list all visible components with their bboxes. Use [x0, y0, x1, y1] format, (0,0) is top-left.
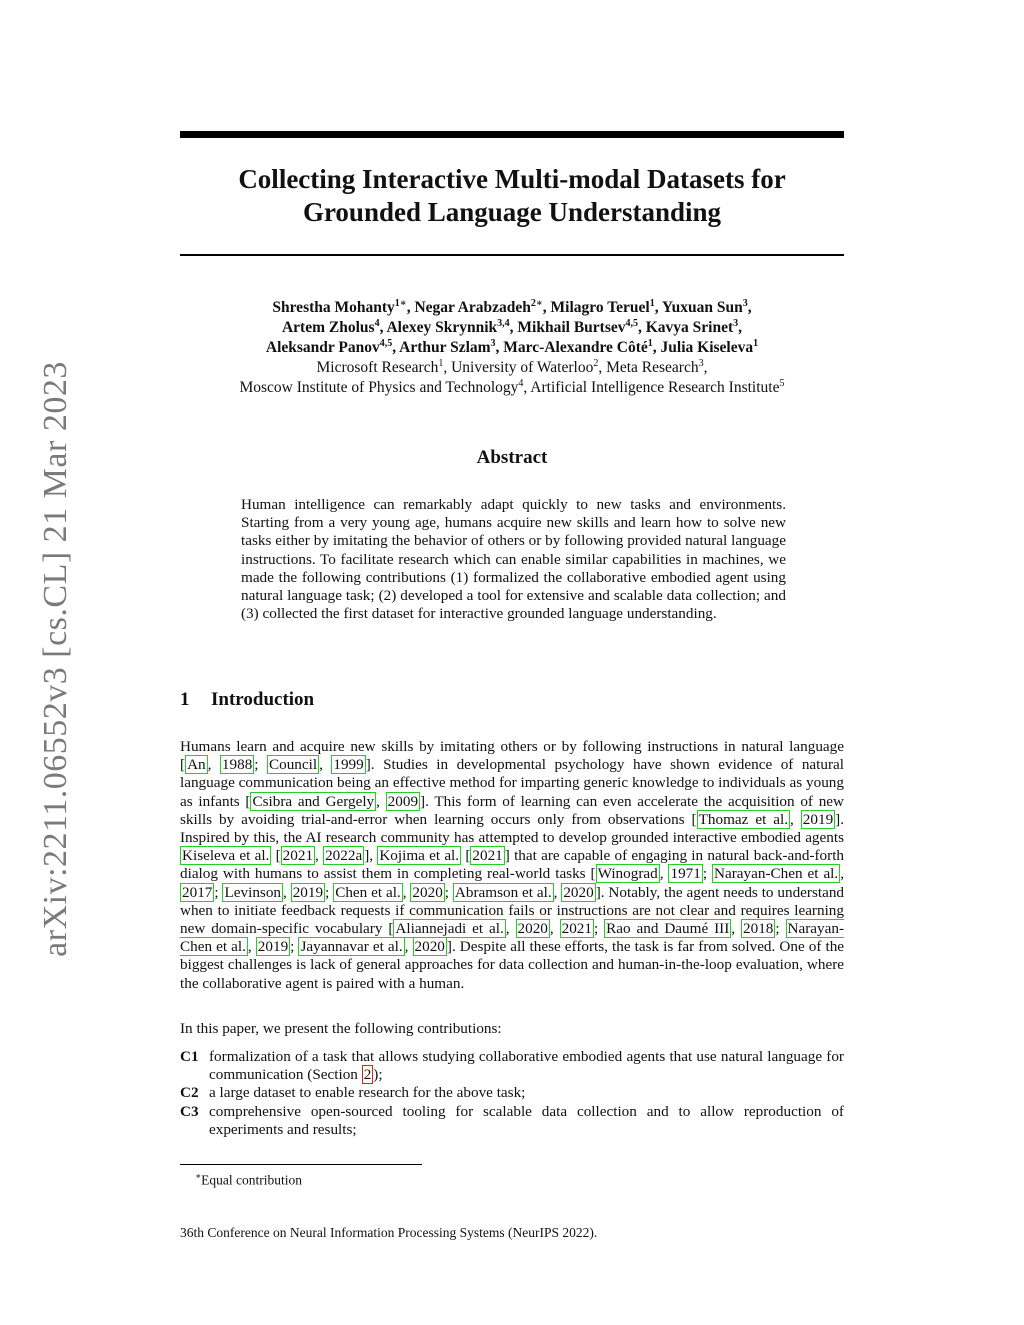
author-name: Negar Arabzadeh — [414, 299, 531, 316]
citation-link[interactable]: Narayan-Chen et al. — [180, 920, 845, 956]
author-block — [180, 298, 844, 398]
author-affil: 2∗ — [530, 297, 543, 309]
citation-link[interactable]: 2017 — [182, 883, 213, 901]
citation-link[interactable]: 2020 — [563, 883, 594, 901]
abstract-heading: Abstract — [476, 447, 548, 468]
venue-footer: 36th Conference on Neural Information Processing Systems (NeurIPS 2022). — [180, 1225, 598, 1240]
citation-link[interactable]: Jayannavar et al. — [300, 938, 403, 956]
text-run: ]. Inspired by this, the AI research community has attempted to develop grounded interactive embodied agents — [180, 810, 845, 847]
citation-link[interactable]: 2021 — [282, 847, 314, 865]
citation-link[interactable]: 2020 — [412, 883, 443, 901]
text-run: ; — [290, 938, 299, 956]
citation-link[interactable]: Winograd — [597, 865, 658, 883]
citation-link[interactable]: 2022a — [325, 847, 363, 865]
section-number: 1 — [180, 689, 190, 710]
author-affil: 1 — [649, 297, 655, 309]
text-run: , — [790, 810, 801, 828]
footnote — [195, 1168, 302, 1189]
citation-link[interactable]: Csibra and Gergely — [252, 792, 375, 810]
contribution-text: ); — [373, 1066, 383, 1084]
citation-link[interactable]: 1999 — [333, 756, 364, 774]
affiliation: Moscow Institute of Physics and Technology — [239, 379, 519, 396]
title-bottom-rule — [180, 254, 844, 256]
affiliation-index: 5 — [779, 377, 785, 389]
footnote-mark: ∗ — [195, 1171, 202, 1181]
text-run: , — [402, 883, 411, 901]
citation-link[interactable]: 2021 — [561, 920, 592, 938]
citation-link[interactable]: 2021 — [472, 847, 503, 865]
citation-link[interactable]: 1988 — [221, 756, 253, 774]
contribution-text: a large dataset to enable research for the above task; — [209, 1084, 526, 1102]
author-name: Shrestha Mohanty — [272, 299, 395, 316]
contribution-item — [180, 1048, 844, 1084]
title-line-1: Collecting Interactive Multi-modal Datasets for — [238, 164, 786, 194]
text-run: ; — [325, 883, 334, 901]
citation-link[interactable]: Thomaz et al. — [698, 810, 789, 828]
footnote-rule — [180, 1164, 422, 1165]
text-run: , — [404, 938, 413, 956]
author-name: Kavya Srinet — [645, 319, 734, 336]
citation-link[interactable]: Abramson et al. — [454, 883, 552, 901]
citation-link[interactable]: Kiseleva et al. — [182, 847, 270, 865]
contribution-item — [180, 1103, 844, 1139]
citation-link[interactable]: Levinson — [224, 883, 282, 901]
contribution-text: formalization of a task that allows studying collaborative embodied agents that use natural language for communication (Section — [209, 1048, 844, 1084]
section-ref-link[interactable]: 2 — [363, 1066, 372, 1084]
text-run: ; — [775, 920, 786, 938]
citation-link[interactable]: Council — [268, 756, 318, 774]
text-run: ; — [254, 756, 267, 774]
affiliation-index: 1 — [438, 357, 444, 369]
text-run: , — [840, 865, 844, 883]
citation-link[interactable]: 2020 — [517, 920, 548, 938]
author-affil: 1 — [647, 337, 653, 349]
citation-link[interactable]: Rao and Daumé III — [606, 920, 730, 938]
text-run: ]. This form of learning can even accelerate the acquisition of new skills by avoiding trial-and-error when learning occurs only from observations [ — [180, 792, 844, 828]
section-title: Introduction — [211, 689, 315, 710]
title-line-2: Grounded Language Understanding — [302, 197, 722, 227]
author-name: Arthur Szlam — [399, 339, 491, 356]
text-run: ; — [702, 865, 713, 883]
contribution-tag: C1 — [180, 1048, 199, 1065]
contribution-text: comprehensive open-sourced tooling for scalable data collection and to allow reproduction of experiments and results; — [209, 1102, 844, 1138]
citation-link[interactable]: Chen et al. — [335, 883, 401, 901]
text-run: ] that are capable of engaging in natural back-and-forth dialog with humans to assist them in completing real-world tasks [ — [180, 847, 845, 883]
author-name: Artem Zholus — [281, 319, 375, 336]
citation-link[interactable]: 2019 — [802, 810, 834, 828]
arxiv-identifier: arXiv:2211.06552v3 [cs.CL] 21 Mar 2023 — [37, 361, 74, 957]
author-names: Shrestha Mohanty$^{1∗}$, Negar Arabzadeh$^{2∗}$, Milagro Teruel$^1$, Yuxuan Sun$^3$, Artem Zholus$^4$, Alexey Skrynnik$^{3,4}$, Mikhail Burtsev$^{4,5}$, Kavya Srinet$^3$, Aleksandr Panov$^{4,5}$, Arthur Szlam$^3$, Marc-Alexandre Côté$^1$, Julia Kiseleva$^1$ — [265, 297, 759, 356]
author-name: Yuxuan Sun — [661, 299, 743, 316]
contribution-item — [180, 1084, 844, 1102]
section-heading — [180, 689, 314, 711]
author-affil: 4,5 — [625, 317, 638, 329]
citation-link[interactable]: 2020 — [414, 938, 445, 956]
author-affil: 1 — [753, 337, 759, 349]
footnote-text: Equal contribution — [201, 1172, 302, 1188]
affiliation: Meta Research — [606, 359, 699, 376]
affiliation-index: 4 — [518, 377, 524, 389]
citation-link[interactable]: Narayan-Chen et al. — [714, 865, 839, 883]
text-run: , — [505, 920, 516, 938]
text-run: ]. Studies in developmental psychology have shown evidence of natural language communication being an effective method for imparting generic knowledge to individuals as young as infants [ — [180, 756, 844, 810]
text-run: Humans learn and acquire new skills by imitating others or by following instructions in natural language [ — [180, 738, 844, 774]
text-run: ; — [444, 883, 453, 901]
author-affil: 4,5 — [379, 337, 393, 349]
author-affil: 3 — [490, 337, 496, 349]
text-run: , — [319, 756, 332, 774]
text-run: ; — [214, 883, 223, 901]
text-run: , — [207, 756, 220, 774]
text-run: ; — [593, 920, 605, 938]
citation-link[interactable]: 2019 — [292, 883, 324, 901]
author-affil: 3 — [733, 317, 739, 329]
text-run: , — [549, 920, 560, 938]
affiliation: University of Waterloo — [451, 359, 594, 376]
contribution-tag: C3 — [180, 1102, 199, 1120]
citation-link[interactable]: 2019 — [257, 938, 289, 956]
title-top-rule — [180, 131, 844, 138]
author-name: Milagro Teruel — [550, 299, 650, 316]
author-name: Julia Kiseleva — [660, 339, 754, 356]
affiliation-index: 3 — [698, 357, 704, 369]
author-affil: 3,4 — [497, 317, 510, 329]
citation-link[interactable]: Aliannejadi et al. — [395, 920, 504, 938]
author-affil: 1∗ — [394, 297, 407, 309]
text-run: ]. Despite all these efforts, the task is far from solved. One of the biggest challenges is lack of general approaches for data collection and human-in-the-loop evaluation, where the collaborative agent is paired with a human. — [180, 938, 845, 992]
affiliation: Microsoft Research — [316, 359, 439, 376]
text-run: [ — [461, 847, 471, 865]
citation-link[interactable]: Kojima et al. — [379, 847, 460, 865]
text-run: ], — [364, 847, 378, 865]
author-name: Aleksandr Panov — [265, 339, 380, 356]
abstract-text: Human intelligence can remarkably adapt quickly to new tasks and environments. Starting from a very young age, humans acquire new skills and learn how to solve new tasks either by imitating the behavior of others or by following provided natural language instructions. To facilitate research which can enable similar capabilities in machines, we made the following contributions (1) formalized the collaborative embodied agent using natural language task; (2) developed a tool for extensive and scalable data collection; and (3) collected the first dataset for interactive grounded language understanding. — [241, 496, 786, 623]
contribution-tag: C2 — [180, 1084, 199, 1102]
citation-link[interactable]: An — [187, 756, 206, 774]
author-affil: 4 — [374, 317, 380, 329]
affiliation-index: 2 — [593, 357, 599, 369]
affiliations: Microsoft Research$^1$, University of Waterloo$^2$, Meta Research$^3$, Moscow Institute of Physics and Technology$^4$, Artificial Intelligence Research Institute$^5$ — [239, 357, 785, 396]
text-run: , — [315, 847, 324, 865]
contributions-list — [180, 1048, 844, 1139]
text-run: , — [376, 792, 386, 810]
author-name: Mikhail Burtsev — [517, 319, 626, 336]
author-name: Marc-Alexandre Côté — [503, 339, 648, 356]
text-run: ]. Notably, the agent needs to understand when to initiate feedback requests if communication fails or instructions are not clear and requires learning new domain-specific vocabulary [ — [180, 883, 845, 938]
text-run: , — [553, 883, 562, 901]
citation-link[interactable]: 1971 — [670, 865, 701, 883]
affiliation: Artificial Intelligence Research Institute — [530, 379, 780, 396]
text-run: , — [247, 938, 256, 956]
contributions-intro: In this paper, we present the following contributions: — [180, 1020, 502, 1037]
text-run: , — [731, 920, 741, 938]
text-run: [ — [271, 847, 281, 865]
paper-title — [180, 163, 844, 229]
citation-link[interactable]: 2009 — [387, 792, 419, 810]
citation-link[interactable]: 2018 — [743, 920, 774, 938]
author-name: Alexey Skrynnik — [386, 319, 498, 336]
text-run: , — [659, 865, 669, 883]
author-affil: 3 — [742, 297, 748, 309]
intro-paragraph — [180, 738, 844, 993]
text-run: , — [283, 883, 291, 901]
